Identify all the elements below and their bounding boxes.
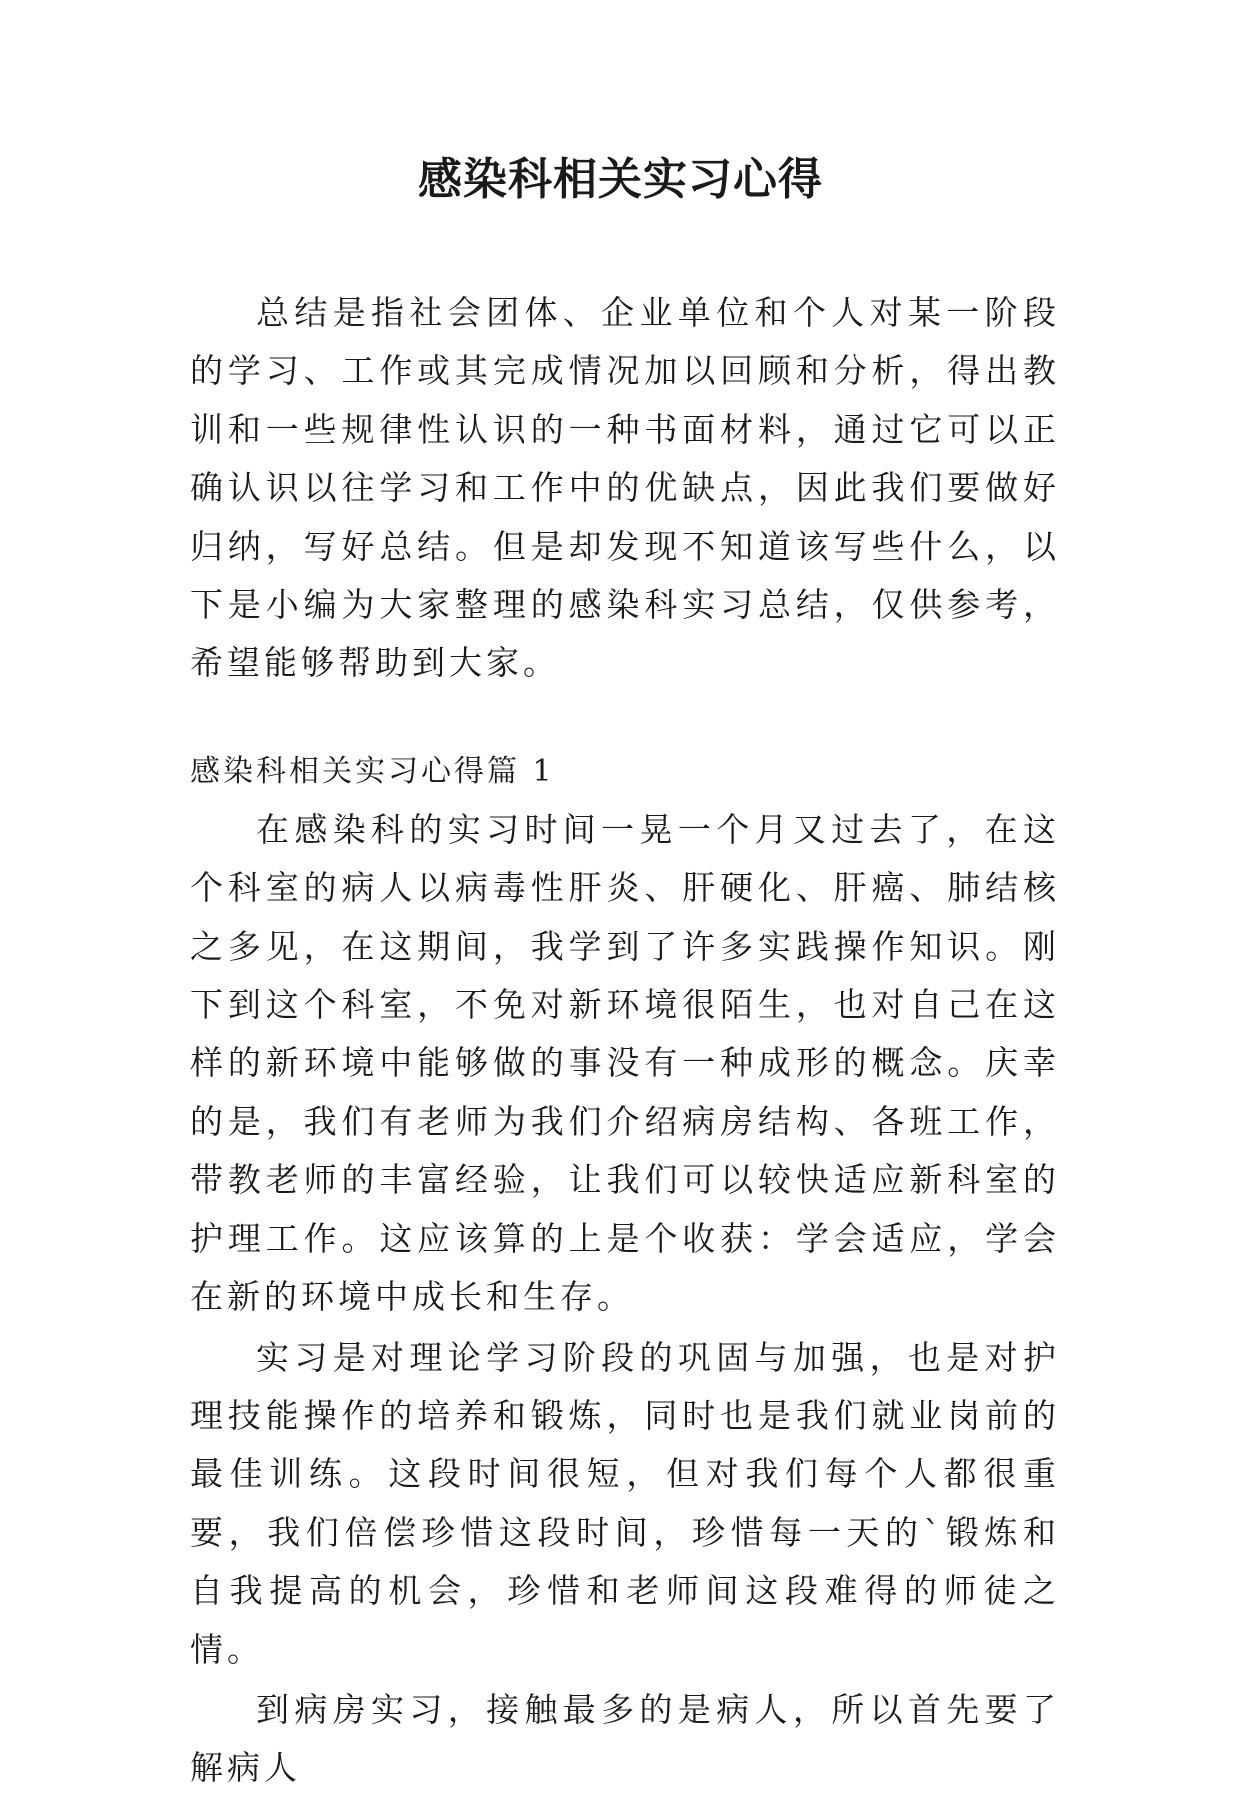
body-paragraph-2: 实习是对理论学习阶段的巩固与加强，也是对护理技能操作的培养和锻炼，同时也是我们就业岗前的最佳训练。这段时间很短，但对我们每个人都很重要，我们倍偿珍惜这段时间，珍惜每一天的`锻炼和自我提高的机会，珍惜和老师间这段难得的师徒之情。 xyxy=(190,1337,1060,1669)
section-spacer xyxy=(190,693,1060,743)
document-body xyxy=(190,284,1060,1798)
body-paragraph-1: 在感染科的实习时间一晃一个月又过去了，在这个科室的病人以病毒性肝炎、肝硬化、肝癌、肺结核之多见，在这期间，我学到了许多实践操作知识。刚下到这个科室，不免对新环境很陌生，也对自己在这样的新环境中能够做的事没有一种成形的概念。庆幸的是，我们有老师为我们介绍病房结构、各班工作，带教老师的丰富经验，让我们可以较快适应新科室的护理工作。这应该算的上是个收获：学会适应，学会在新的环境中成长和生存。 xyxy=(190,809,1060,1317)
body-paragraph-3: 到病房实习，接触最多的是病人，所以首先要了解病人 xyxy=(190,1689,1060,1788)
document-title: 感染科相关实习心得 xyxy=(418,154,823,205)
section-heading: 感染科相关实习心得篇 1 xyxy=(190,753,555,789)
intro-paragraph: 总结是指社会团体、企业单位和个人对某一阶段的学习、工作或其完成情况加以回顾和分析，得出教训和一些规律性认识的一种书面材料，通过它可以正确认识以往学习和工作中的优缺点，因此我们要做好归纳，写好总结。但是却发现不知道该写些什么，以下是小编为大家整理的感染科实习总结，仅供参考，希望能够帮助到大家。 xyxy=(190,293,1060,683)
